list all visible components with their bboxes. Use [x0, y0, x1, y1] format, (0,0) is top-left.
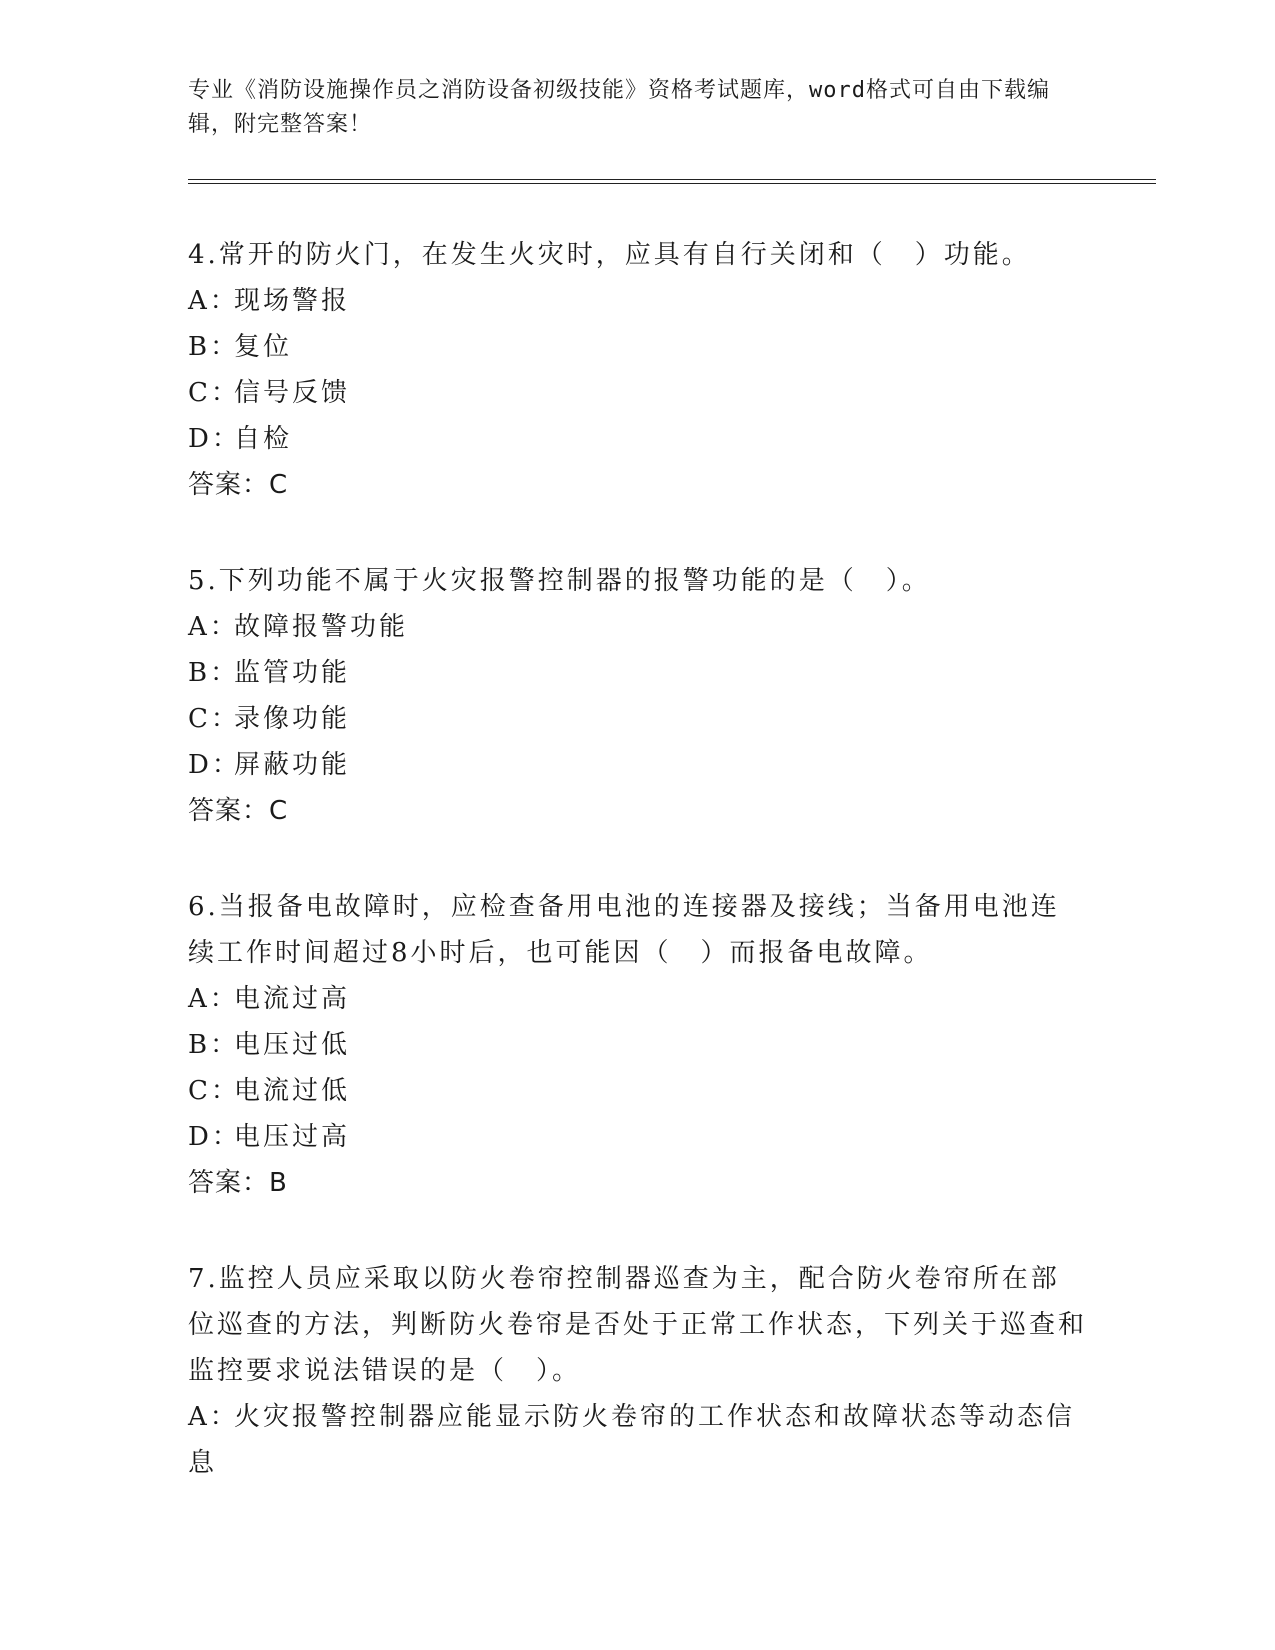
option-b — [188, 324, 1088, 370]
question-stem: 7.监控人员应采取以防火卷帘控制器巡查为主，配合防火卷帘所在部位巡查的方法，判断防火卷帘是否处于正常工作状态，下列关于巡查和监控要求说法错误的是（ ）。 — [188, 1264, 1088, 1386]
option-text: 电压过高 — [234, 1122, 351, 1152]
option-c — [188, 1068, 1088, 1114]
option-d — [188, 742, 1088, 788]
option-key: A： — [188, 984, 239, 1014]
option-key: D： — [188, 1122, 241, 1152]
option-key: C： — [188, 378, 240, 408]
option-text: 监管功能 — [234, 658, 351, 688]
question-6 — [188, 884, 1088, 1206]
option-text: 自检 — [234, 424, 293, 454]
option-d — [188, 1114, 1088, 1160]
option-text: 故障报警功能 — [234, 612, 409, 642]
option-text: 信号反馈 — [234, 378, 351, 408]
option-key: B： — [188, 658, 240, 688]
option-c — [188, 696, 1088, 742]
question-stem: 5.下列功能不属于火灾报警控制器的报警功能的是（ ）。 — [188, 566, 931, 596]
option-text: 屏蔽功能 — [234, 750, 351, 780]
answer-line: 答案：C — [188, 470, 289, 500]
option-a — [188, 278, 1088, 324]
option-key: B： — [188, 1030, 240, 1060]
option-key: A： — [188, 1402, 239, 1432]
option-key: A： — [188, 612, 239, 642]
option-key: A： — [188, 286, 239, 316]
option-text: 电压过低 — [234, 1030, 351, 1060]
option-key: D： — [188, 750, 241, 780]
question-stem: 6.当报备电故障时，应检查备用电池的连接器及接线；当备用电池连续工作时间超过8小时后，也可能因（ ）而报备电故障。 — [188, 892, 1060, 968]
option-text: 电流过高 — [234, 984, 351, 1014]
option-b — [188, 650, 1088, 696]
option-c — [188, 370, 1088, 416]
option-key: B： — [188, 332, 240, 362]
option-a — [188, 604, 1088, 650]
answer-line: 答案：B — [188, 1168, 288, 1198]
option-text: 电流过低 — [234, 1076, 351, 1106]
option-b — [188, 1022, 1088, 1068]
question-5 — [188, 558, 1088, 834]
question-7 — [188, 1256, 1088, 1486]
question-4 — [188, 232, 1088, 508]
option-a — [188, 976, 1088, 1022]
option-key: C： — [188, 704, 240, 734]
option-key: D： — [188, 424, 241, 454]
option-d — [188, 416, 1088, 462]
option-key: C： — [188, 1076, 240, 1106]
option-text: 火灾报警控制器应能显示防火卷帘的工作状态和故障状态等动态信息 — [188, 1402, 1076, 1478]
option-a — [188, 1394, 1088, 1486]
header-divider — [188, 179, 1156, 184]
document-header: 专业《消防设施操作员之消防设备初级技能》资格考试题库，word格式可自由下载编辑，附完整答案！ — [188, 78, 1050, 137]
option-text: 复位 — [234, 332, 293, 362]
answer-line: 答案：C — [188, 796, 289, 826]
option-text: 现场警报 — [234, 286, 351, 316]
option-text: 录像功能 — [234, 704, 351, 734]
question-list — [188, 232, 1088, 1536]
question-stem: 4.常开的防火门，在发生火灾时，应具有自行关闭和（ ）功能。 — [188, 240, 1031, 270]
